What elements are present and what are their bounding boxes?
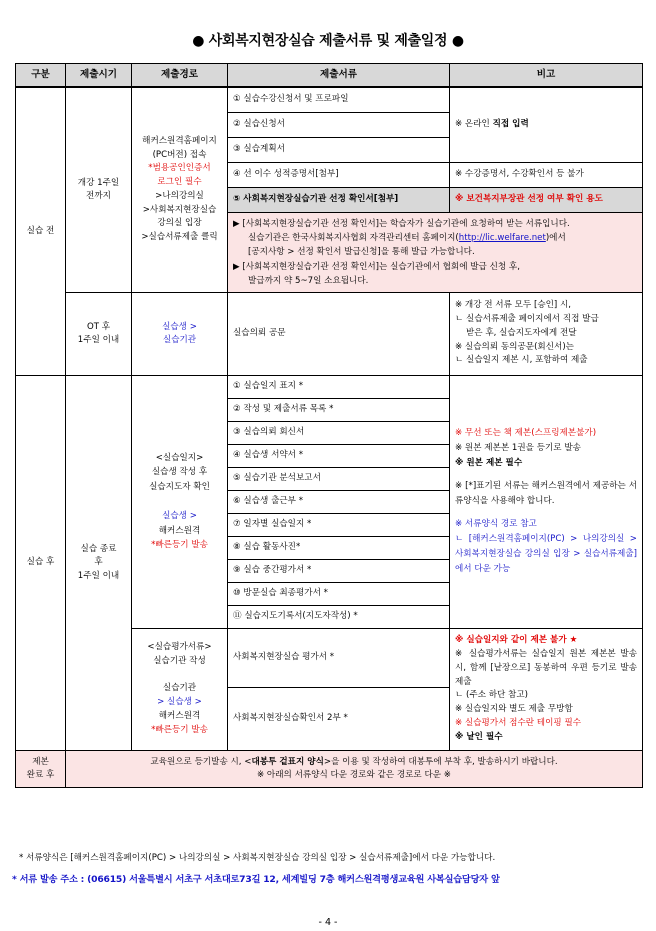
- complete-instructions: 교육원으로 등기발송 시, <대봉투 겉표지 양식>을 이용 및 작성하여 대봉투에 부착 후, 발송하시기 바랍니다. ※ 아래의 서류양식 다운 경로와 같은 경로로 다운 ※: [66, 750, 643, 787]
- timing-after: 실습 종료 후 1주일 이내: [66, 375, 132, 750]
- doc-item: ② 작성 및 제출서류 목록 *: [228, 398, 450, 421]
- note-journal: ※ 무선 또는 책 제본(스프링제본불가) ※ 원본 제본본 1권을 등기로 발송 ※ 원본 제본 필수 ※ [*]표기된 서류는 해커스원격에서 제공하는 서류양식을 사용해야 합니다. ※ 서류양식 경로 참고 ㄴ [해커스원격홈페이지(PC) > 나의강의실 > 사회복지현장실습 강의실 입장 > 실습서류제출] 에서 다운 가능: [450, 375, 643, 628]
- table-row: [16, 292, 643, 375]
- doc-item: ② 실습신청서: [228, 113, 450, 138]
- doc-item: 실습의뢰 공문: [228, 292, 450, 375]
- page-title: ● 사회복지현장실습 제출서류 및 제출일정 ●: [192, 33, 464, 49]
- route-journal: <실습일지> 실습생 작성 후 실습지도자 확인 실습생 > 해커스원격 *빠른등기 발송: [132, 375, 228, 628]
- header-category: 구분: [16, 64, 66, 88]
- header-documents: 제출서류: [228, 64, 450, 88]
- category-complete: 제본 완료 후: [16, 750, 66, 787]
- doc-item: ① 실습일지 표지 *: [228, 375, 450, 398]
- timing-ot: OT 후 1주일 이내: [66, 292, 132, 375]
- doc-item: ③ 실습계획서: [228, 138, 450, 163]
- route-eval: <실습평가서류> 실습기관 작성 실습기관 > 실습생 > 해커스원격 *빠른등기 발송: [132, 628, 228, 750]
- footer-address: * 서류 발송 주소 : (06615) 서울특별시 서초구 서초대로73길 12, 세계빌딩 7층 해커스원격평생교육원 사복실습담당자 앞: [12, 874, 500, 885]
- category-before: 실습 전: [16, 87, 66, 375]
- doc-item: ⑪ 실습지도기록서(지도자작성) *: [228, 605, 450, 628]
- header-remarks: 비고: [450, 64, 643, 88]
- category-after: 실습 후: [16, 375, 66, 750]
- doc-item: ③ 실습의뢰 회신서: [228, 421, 450, 444]
- doc-item: 사회복지현장실습확인서 2부 *: [228, 687, 450, 750]
- note-eval: ※ 실습일지와 같이 제본 불가 ★ ※ 실습평가서류는 실습일지 원본 제본본 발송 시, 함께 [낱장으로] 동봉하여 우편 등기로 발송제출 ㄴ (주소 하단 참고) ※ 실습일지와 별도 제출 무방함 ※ 실습평가서 점수란 테이핑 필수 ※ 낱인 필수: [450, 628, 643, 750]
- page-number: - 4 -: [318, 917, 338, 928]
- header-route: 제출경로: [132, 64, 228, 88]
- doc-item: ④ 실습생 서약서 *: [228, 444, 450, 467]
- welfare-link[interactable]: http://lic.welfare.net: [458, 233, 546, 244]
- doc-item: ① 실습수강신청서 및 프로파일: [228, 87, 450, 113]
- selection-detail-box: ▶ [사회복지현장실습기관 선정 확인서]는 학습자가 실습기관에 요청하여 받는 서류입니다. 실습기관은 한국사회복지사협회 자격관리센터 홈페이지(http://lic.welfare.net)에서 [공지사항 > 선정 확인서 발급신청]을 통해 발급 가능합니다. ▶ [사회복지현장실습기관 선정 확인서]는 실습기관에서 협회에 발급 신청 후, 발급까지 약 5~7일 소요됩니다.: [228, 213, 643, 293]
- doc-item: ⑩ 방문실습 최종평가서 *: [228, 582, 450, 605]
- route-ot: 실습생 > 실습기관: [132, 292, 228, 375]
- doc-item: ⑥ 실습생 출근부 *: [228, 490, 450, 513]
- timing-open: 개강 1주일 전까지: [66, 87, 132, 292]
- doc-item: ④ 선 이수 성적증명서[첨부]: [228, 163, 450, 188]
- doc-item: ⑨ 실습 중간평가서 *: [228, 559, 450, 582]
- table-row: [16, 87, 643, 113]
- submission-table: [15, 63, 643, 788]
- doc-item: ⑤ 실습기관 분석보고서: [228, 467, 450, 490]
- note-ot: ※ 개강 전 서류 모두 [승인] 시, ㄴ 실습서류제출 페이지에서 직접 발급 받은 후, 실습지도자에게 전달 ※ 실습의뢰 동의공문(회신서)는 ㄴ 실습일지 제본 시, 포함하여 제출: [450, 292, 643, 375]
- note-online: ※ 온라인 직접 입력: [450, 87, 643, 163]
- note-selection: ※ 보건복지부장관 선정 여부 확인 용도: [450, 188, 643, 213]
- footer-note: * 서류양식은 [해커스원격홈페이지(PC) > 나의강의실 > 사회복지현장실습 강의실 입장 > 실습서류제출]에서 다운 가능합니다.: [19, 853, 496, 863]
- table-row: [16, 750, 643, 787]
- doc-item: 사회복지현장실습 평가서 *: [228, 628, 450, 687]
- doc-item-selection: ⑤ 사회복지현장실습기관 선정 확인서[첨부]: [228, 188, 450, 213]
- note-transcript: ※ 수강증명서, 수강확인서 등 불가: [450, 163, 643, 188]
- table-header-row: [16, 64, 643, 88]
- doc-item: ⑦ 일자별 실습일지 *: [228, 513, 450, 536]
- table-row: [16, 375, 643, 398]
- route-open: 해커스원격홈페이지 (PC버전) 접속 *범용공인인증서 로그인 필수 >나의강의실 >사회복지현장실습 강의실 입장 >실습서류제출 클릭: [132, 87, 228, 292]
- doc-item: ⑧ 실습 활동사진*: [228, 536, 450, 559]
- header-timing: 제출시기: [66, 64, 132, 88]
